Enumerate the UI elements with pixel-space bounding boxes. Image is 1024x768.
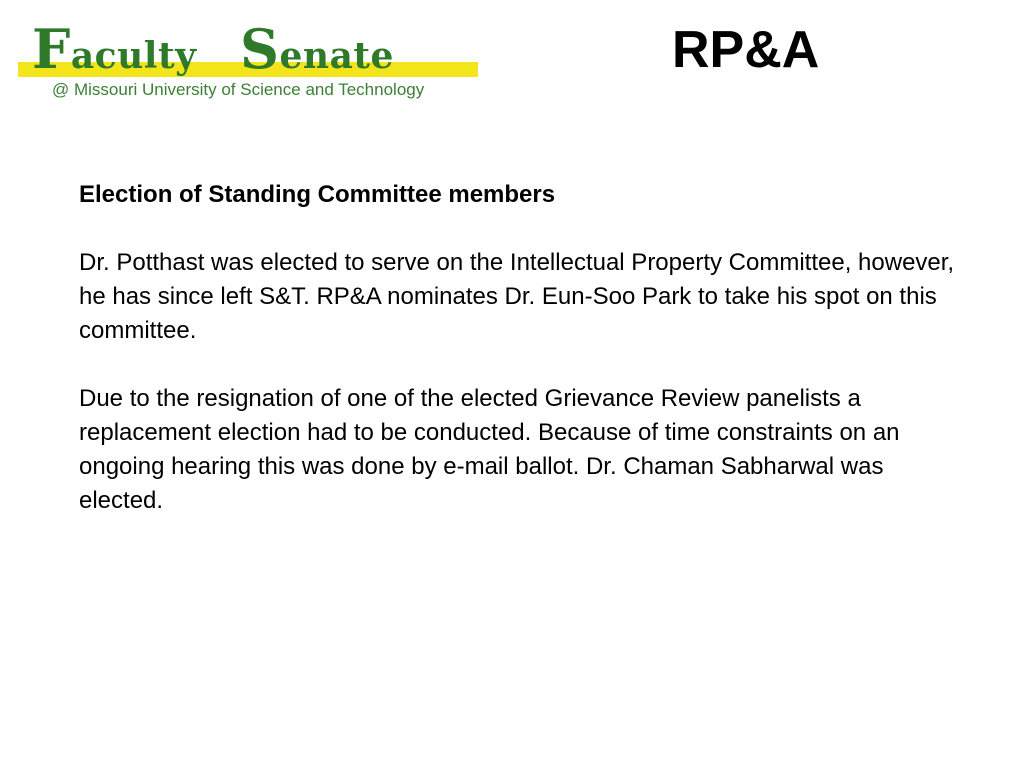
logo-word-faculty-initial: F — [32, 17, 71, 81]
logo-word-senate — [240, 17, 394, 81]
slide-title: RP&A — [672, 21, 820, 79]
logo-subtitle: @ Missouri University of Science and Technology — [52, 80, 425, 99]
faculty-senate-logo — [18, 18, 480, 104]
logo-word-senate-initial: S — [240, 17, 280, 81]
logo-word-senate-rest: enate — [279, 35, 394, 77]
logo-word-faculty — [32, 17, 197, 81]
logo-word-faculty-rest: aculty — [70, 35, 197, 77]
paragraph-grievance-review: Due to the resignation of one of the elected Grievance Review panelists a replacement election had to be conducted. Because of time constraints on an ongoing hearing this was done by e-mail ballot. Dr. Chaman Sabharwal was elected. — [79, 385, 900, 514]
section-heading: Election of Standing Committee members — [79, 181, 556, 208]
slide-body — [79, 178, 959, 518]
paragraph-intellectual-property: Dr. Potthast was elected to serve on the Intellectual Property Committee, however, he has since left S&T. RP&A nominates Dr. Eun-Soo Park to take his spot on this committee. — [79, 249, 955, 344]
